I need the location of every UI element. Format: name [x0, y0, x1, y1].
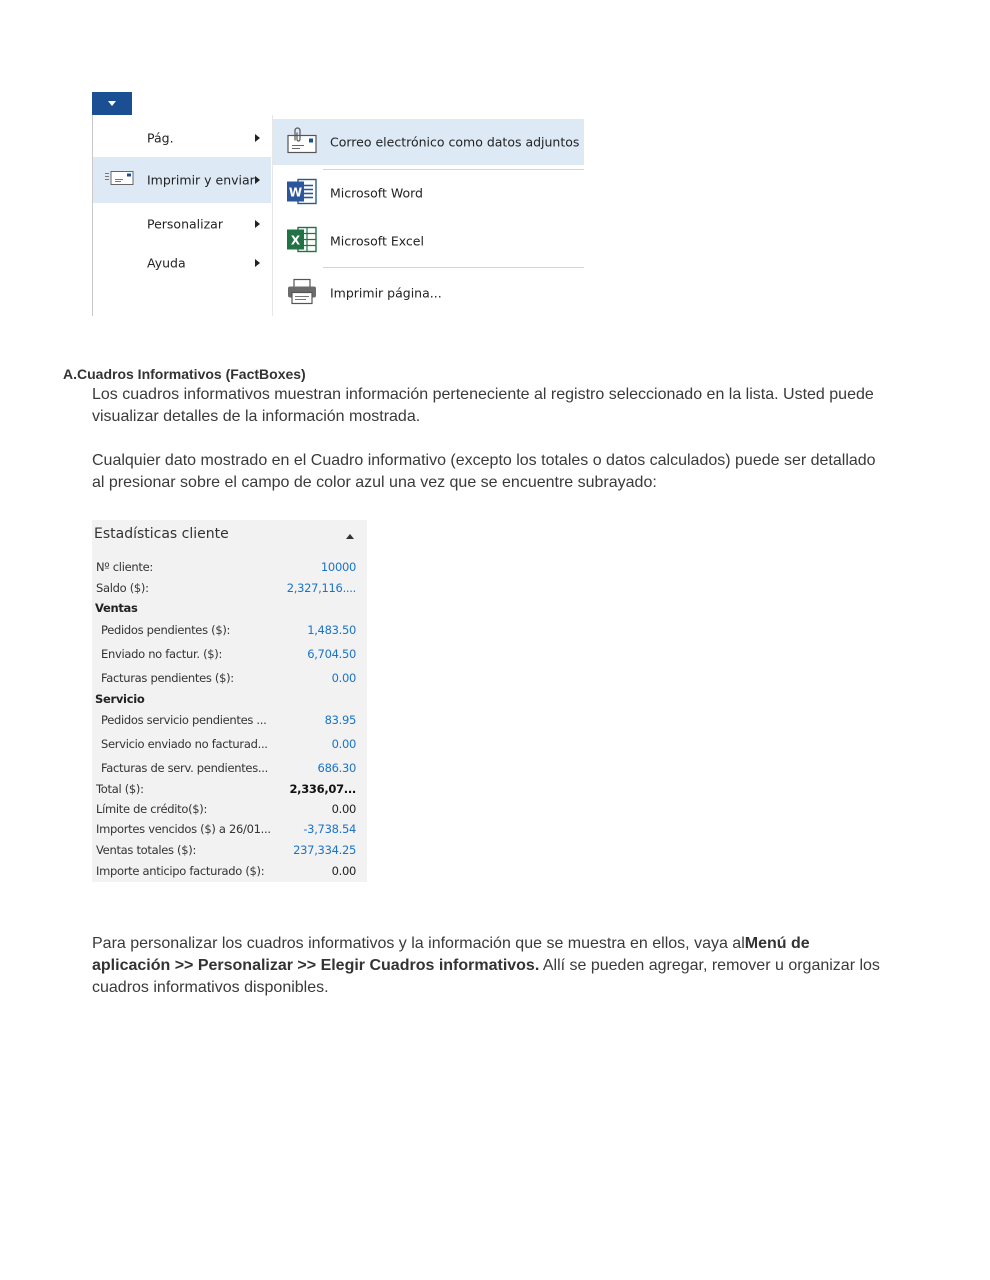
menu-item-ayuda[interactable] — [93, 240, 271, 286]
factbox-value-link[interactable]: 6,704.50 — [307, 647, 356, 661]
factbox-label: Importes vencidos ($) a 26/01... — [96, 822, 271, 836]
factbox-section-label: Servicio — [95, 691, 145, 706]
application-menu-screenshot — [92, 92, 584, 316]
factbox-row — [92, 618, 367, 642]
factbox-value-link[interactable]: 2,327,116.... — [286, 580, 356, 595]
factbox-label: Ventas totales ($): — [96, 842, 197, 857]
factbox-value-link[interactable]: 0.00 — [331, 737, 356, 751]
factbox-rows — [92, 556, 367, 881]
menu-item-label: Personalizar — [147, 216, 223, 232]
factbox-label: Enviado no factur. ($): — [101, 647, 223, 661]
submenu-item-microsoft-excel[interactable] — [273, 218, 584, 264]
submenu-item-label: Correo electrónico como datos adjuntos — [330, 134, 580, 150]
factbox-title: Estadísticas cliente — [94, 526, 229, 542]
menu-item-imprimir-y-enviar[interactable] — [93, 157, 271, 203]
factbox-value-link[interactable]: 237,334.25 — [293, 842, 356, 857]
factbox-section-label: Ventas — [95, 601, 138, 615]
submenu-arrow-icon — [255, 220, 260, 228]
email-attachment-icon — [286, 127, 318, 158]
factbox-label: Importe anticipo facturado ($): — [96, 863, 265, 878]
factbox-value-link[interactable]: 0.00 — [331, 670, 356, 685]
menu-left-panel — [93, 115, 271, 316]
submenu-arrow-icon — [255, 134, 260, 142]
factbox-label: Límite de crédito($): — [96, 801, 208, 816]
factbox-value-link[interactable]: 686.30 — [317, 760, 356, 775]
submenu-arrow-icon — [255, 259, 260, 267]
factbox-row — [92, 577, 367, 598]
factbox-row — [92, 839, 367, 860]
svg-text:X: X — [290, 233, 301, 248]
factbox-value-link[interactable]: -3,738.54 — [303, 822, 356, 836]
factbox-value-link[interactable]: 10000 — [320, 559, 356, 574]
factbox-value-link[interactable]: 83.95 — [324, 713, 356, 727]
factbox-label: Facturas de serv. pendientes... — [101, 760, 268, 775]
collapse-chevron-icon[interactable] — [346, 534, 354, 539]
menu-submenu-panel — [273, 115, 584, 316]
factbox-estadisticas-cliente — [92, 520, 367, 882]
menu-item-pag[interactable] — [93, 115, 271, 161]
submenu-separator — [323, 267, 584, 268]
factbox-row-total — [92, 779, 367, 798]
factbox-section-header — [92, 598, 367, 618]
menu-item-label: Pág. — [147, 130, 174, 146]
factbox-label: Nº cliente: — [96, 559, 153, 574]
paragraph-detail: Cualquier dato mostrado en el Cuadro informativo (excepto los totales o datos calculados) puede ser detallado al presionar sobre el campo de color azul una vez que se encuentre subrayado: — [92, 452, 876, 491]
factbox-value: 0.00 — [331, 863, 356, 878]
paragraph-customize — [92, 933, 892, 999]
factbox-row — [92, 556, 367, 577]
section-heading: A.Cuadros Informativos (FactBoxes) — [63, 366, 306, 382]
excel-icon — [286, 225, 318, 258]
factbox-label: Total ($): — [96, 781, 144, 796]
factbox-row — [92, 798, 367, 819]
factbox-label: Servicio enviado no facturad... — [101, 737, 268, 751]
paragraph-intro: Los cuadros informativos muestran información perteneciente al registro seleccionado en la lista. Usted puede visualizar detalles de la información mostrada. — [92, 386, 874, 425]
svg-text:W: W — [288, 185, 303, 200]
application-menu-button[interactable] — [92, 92, 132, 115]
paragraph-customize-tail: Allí se pueden agregar, remover u organizar los cuadros informativos disponibles. — [92, 957, 880, 996]
factbox-value: 2,336,07... — [289, 781, 356, 796]
submenu-item-microsoft-word[interactable] — [273, 170, 584, 216]
menu-item-label: Imprimir y enviar — [147, 172, 255, 188]
submenu-item-email-attachment[interactable] — [273, 119, 584, 165]
factbox-row — [92, 708, 367, 732]
factbox-row — [92, 819, 367, 839]
submenu-item-label: Imprimir página... — [330, 285, 442, 301]
factbox-row — [92, 642, 367, 666]
factbox-row — [92, 860, 367, 881]
submenu-item-label: Microsoft Excel — [330, 233, 424, 249]
word-icon — [286, 177, 318, 210]
factbox-label: Saldo ($): — [96, 580, 149, 595]
paragraph-customize-text: Para personalizar los cuadros informativos y la información que se muestra en ellos, vaya al — [92, 935, 745, 952]
menu-path-text: Menú de aplicación >> Personalizar >> Elegir Cuadros informativos. — [92, 935, 810, 974]
factbox-value-link[interactable]: 1,483.50 — [307, 623, 356, 637]
factbox-section-header — [92, 689, 367, 708]
submenu-arrow-icon — [255, 176, 260, 184]
printer-icon — [286, 278, 318, 309]
caret-down-icon — [108, 101, 116, 106]
factbox-row — [92, 666, 367, 689]
print-send-icon — [105, 171, 135, 190]
factbox-label: Facturas pendientes ($): — [101, 670, 234, 685]
factbox-label: Pedidos servicio pendientes ... — [101, 713, 267, 727]
factbox-row — [92, 732, 367, 756]
factbox-label: Pedidos pendientes ($): — [101, 623, 231, 637]
factbox-value: 0.00 — [331, 801, 356, 816]
submenu-item-imprimir-pagina[interactable] — [273, 270, 584, 316]
submenu-item-label: Microsoft Word — [330, 185, 423, 201]
menu-item-label: Ayuda — [147, 255, 186, 271]
factbox-row — [92, 756, 367, 779]
